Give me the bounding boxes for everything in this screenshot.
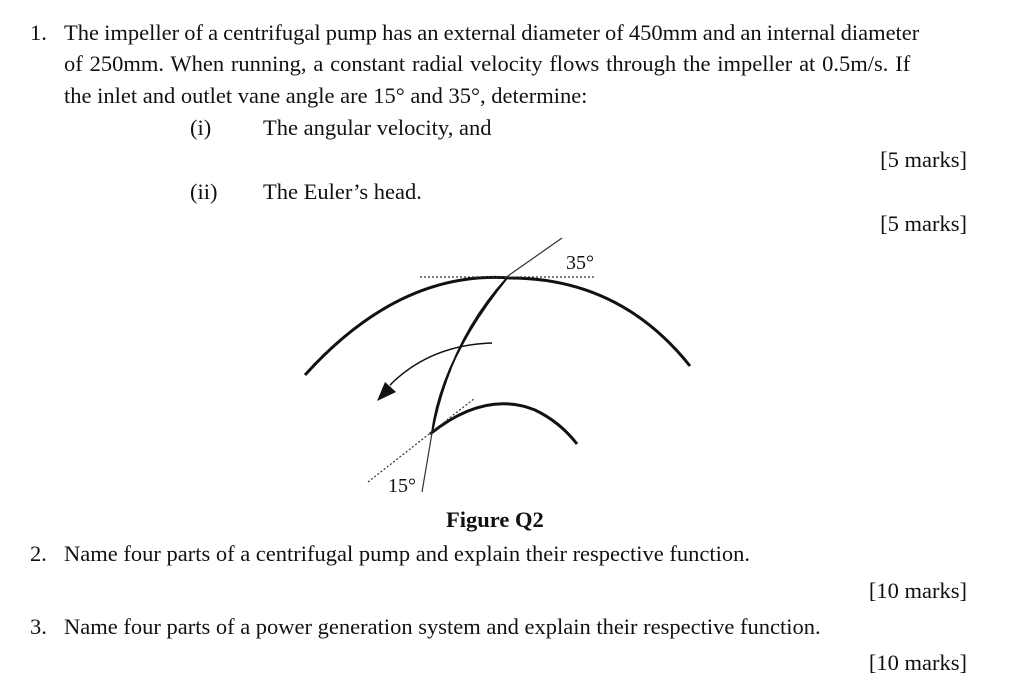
part-i-marks: [5 marks] [880,147,967,172]
question-1-line-3: the inlet and outlet vane angle are 15° and 35°, determine: [64,83,588,108]
rotation-arrow-tip [377,382,396,401]
inlet-vane-direction-line [422,433,432,492]
question-1-number: 1. [30,20,47,45]
outlet-vane-direction-line [505,238,562,278]
part-i-text: The angular velocity, and [263,115,492,140]
question-3-marks: [10 marks] [868,650,967,675]
impeller-vane-figure [290,230,710,510]
question-3-number: 3. [30,614,47,639]
question-2-number: 2. [30,541,47,566]
inner-impeller-arc [430,404,577,444]
question-3-text: Name four parts of a power generation system and explain their respective function. [64,614,821,639]
rotation-direction-arc [390,343,492,385]
question-2-text: Name four parts of a centrifugal pump and explain their respective function. [64,541,750,566]
part-i-label: (i) [190,115,212,140]
question-1-line-2: of 250mm. When running, a constant radial velocity flows through the impeller at 0.5m/s. If [64,51,911,76]
outer-impeller-arc [305,277,690,375]
part-ii-label: (ii) [190,179,218,204]
part-ii-marks: [5 marks] [880,211,967,236]
question-1-line-1: The impeller of a centrifugal pump has an external diameter of 450mm and an internal diameter [64,20,920,45]
figure-caption: Figure Q2 [446,507,544,532]
inlet-tangent-line [368,398,475,482]
inlet-angle-label: 15° [388,475,416,497]
outlet-angle-label: 35° [566,252,594,274]
question-2-marks: [10 marks] [868,578,967,603]
part-ii-text: The Euler’s head. [263,179,422,204]
